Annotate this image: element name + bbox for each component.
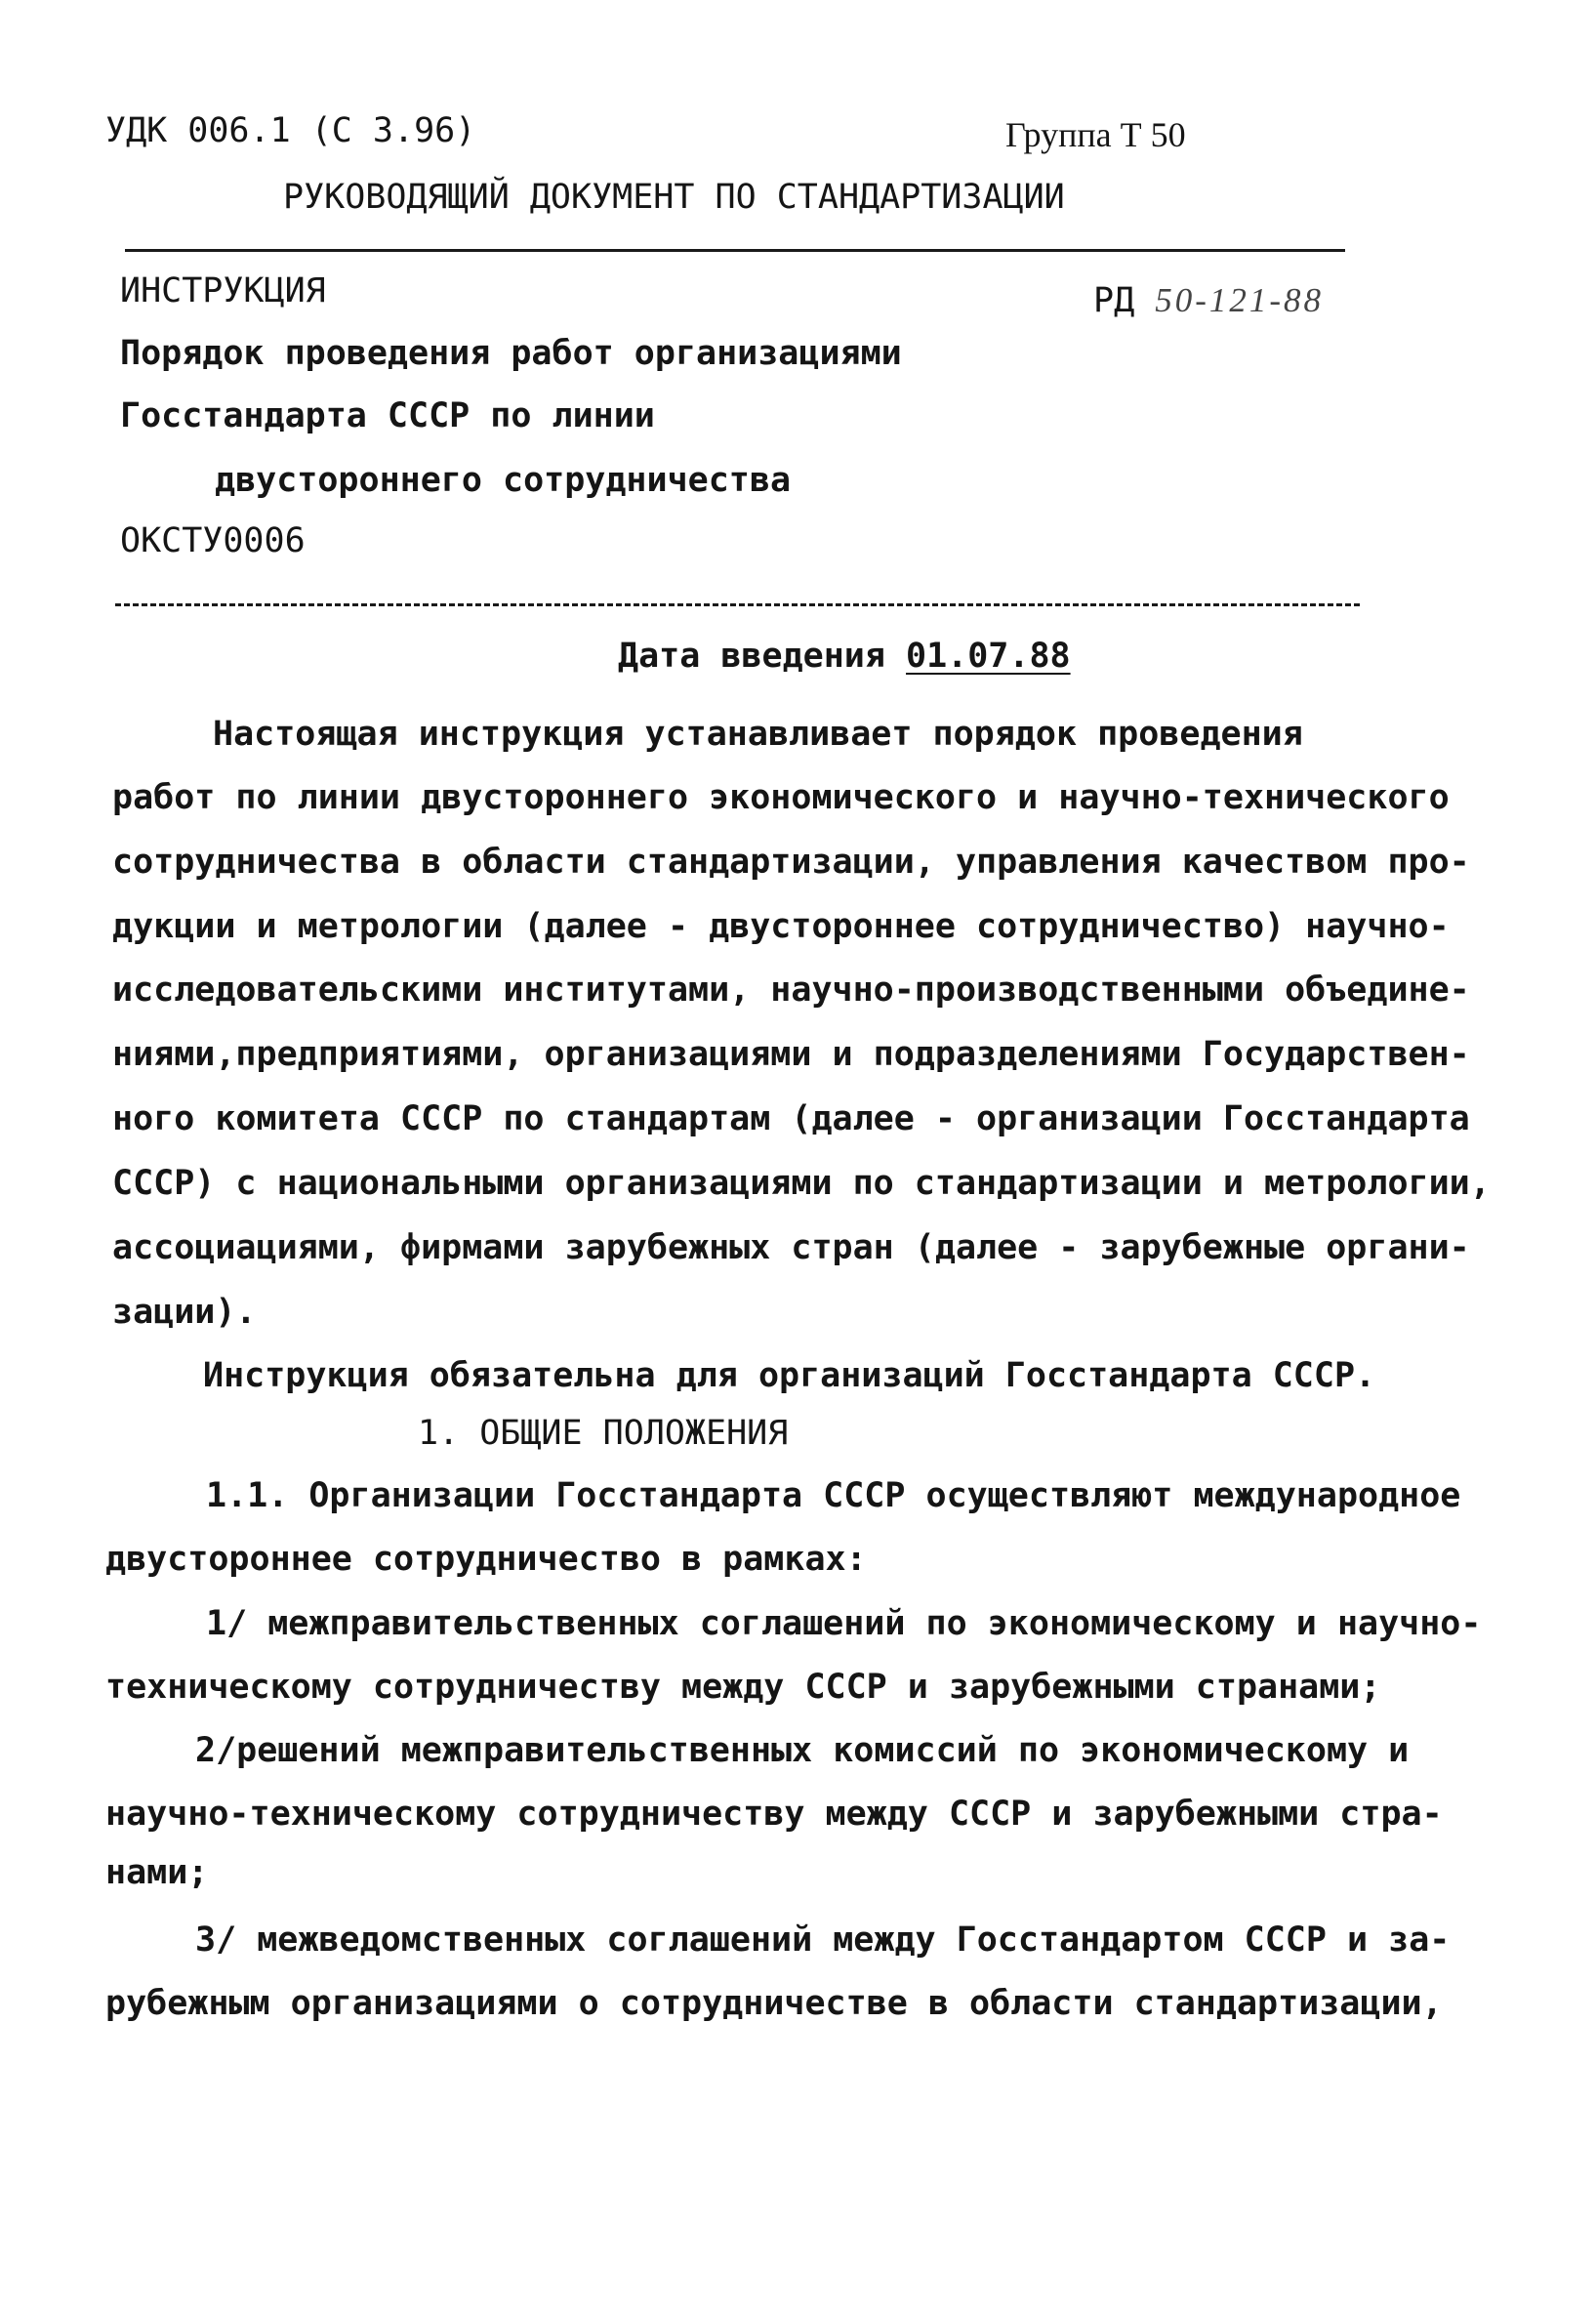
effective-date-label: Дата введения [618,637,885,676]
clause-line-6: научно-техническому сотрудничеству между СССР и зарубежными стра- [105,1795,1443,1834]
intro-line-7: ного комитета СССР по стандартам (далее - организации Госстандарта [112,1099,1470,1138]
effective-date-value: 01.07.88 [906,637,1071,676]
effective-date [618,635,1071,678]
mandatory-statement: Инструкция обязательна для организаций Госстандарта СССР. [203,1356,1376,1395]
intro-line-8: СССР) с национальными организациями по стандартизации и метрологии, [112,1164,1491,1203]
clause-line-7: нами; [105,1853,209,1892]
group-code: Группа Т 50 [1005,115,1186,154]
clause-line-8: 3/ межведомственных соглашений между Госстандартом СССР и за- [195,1920,1451,1960]
intro-line-9: ассоциациями, фирмами зарубежных стран (далее - зарубежные органи- [112,1228,1470,1267]
clause-line-9: рубежным организациями о сотрудничестве в области стандартизации, [105,1984,1443,2023]
instruction-label: ИНСТРУКЦИЯ [120,271,326,310]
rd-number-handwritten: 50-121-88 [1155,281,1325,319]
document-type-heading: РУКОВОДЯЩИЙ ДОКУМЕНТ ПО СТАНДАРТИЗАЦИИ [283,178,1065,217]
intro-line-2: работ по линии двустороннего экономического и научно-технического [112,778,1450,817]
okstu-code: ОКСТУ0006 [120,521,306,560]
rd-prefix: РД [1093,281,1135,320]
title-line-2: Госстандарта СССР по линии [120,396,655,435]
header-rule [125,249,1345,252]
section-heading: 1. ОБЩИЕ ПОЛОЖЕНИЯ [418,1414,789,1453]
clause-line-4: техническому сотрудничеству между СССР и зарубежными странами; [105,1668,1381,1707]
title-rule [115,603,1360,606]
clause-line-3: 1/ межправительственных соглашений по экономическому и научно- [206,1604,1482,1643]
intro-line-4: дукции и метрологии (далее - двустороннее сотрудничество) научно- [112,907,1450,946]
intro-line-10: зации). [112,1293,257,1332]
intro-line-3: сотрудничества в области стандартизации, управления качеством про- [112,843,1470,882]
udk-code: УДК 006.1 (С 3.96) [105,111,476,150]
rd-designation [1093,279,1324,322]
clause-line-1: 1.1. Организации Госстандарта СССР осуществляют международное [206,1476,1461,1515]
title-line-3: двустороннего сотрудничества [215,461,792,500]
clause-line-5: 2/решений межправительственных комиссий по экономическому и [195,1731,1410,1770]
intro-line-6: ниями,предприятиями, организациями и подразделениями Государствен- [112,1035,1470,1074]
title-line-1: Порядок проведения работ организациями [120,334,902,373]
intro-line-5: исследовательскими институтами, научно-производственными объедине- [112,970,1470,1010]
intro-line-1: Настоящая инструкция устанавливает порядок проведения [213,715,1303,754]
clause-line-2: двустороннее сотрудничество в рамках: [105,1540,867,1579]
